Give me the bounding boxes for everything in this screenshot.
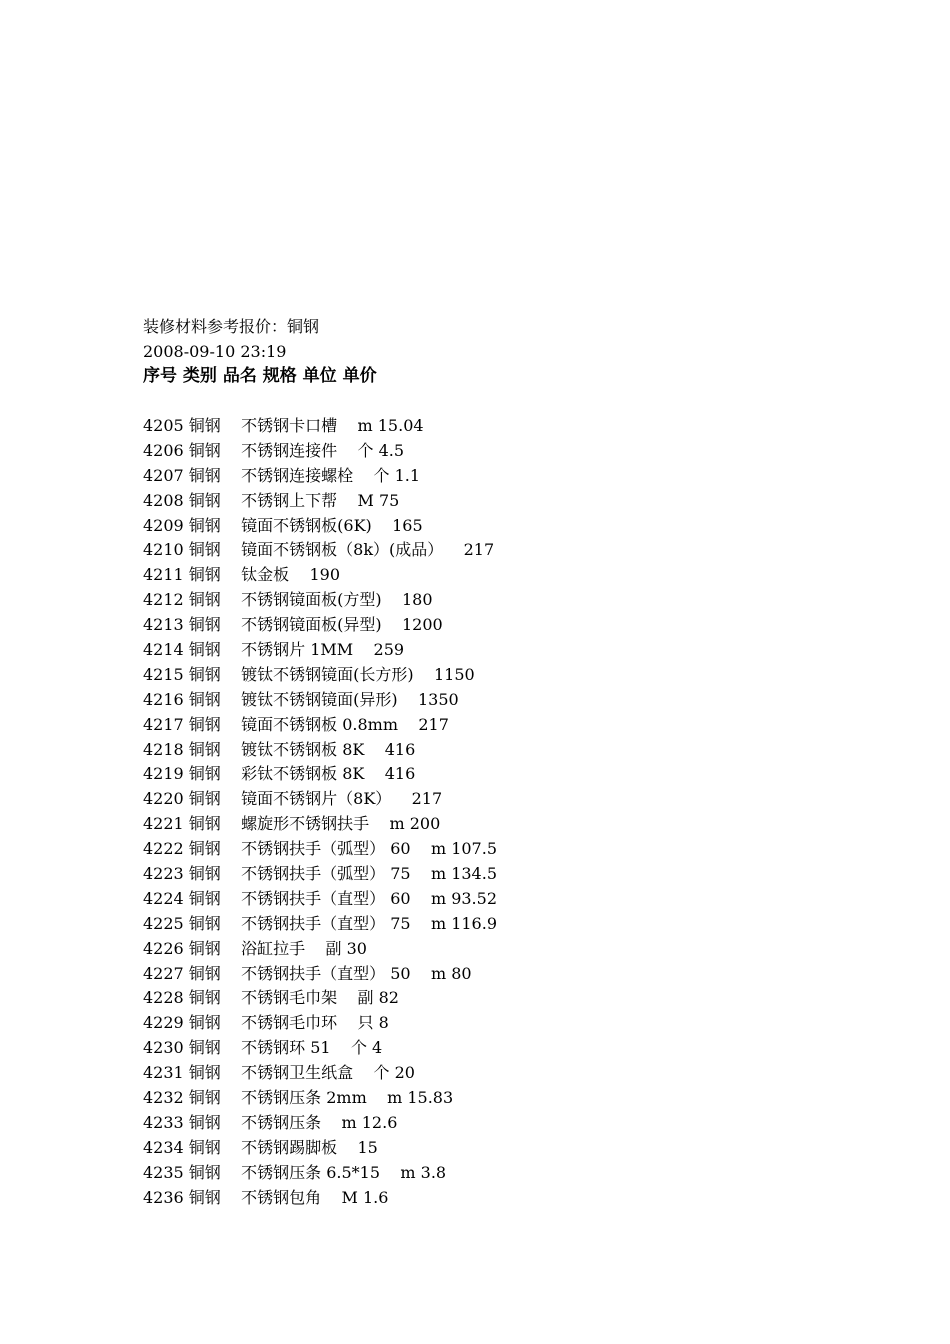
list-item: 4230 铜钢 不锈钢环 51 个 4 [143, 1038, 383, 1058]
list-item: 4207 铜钢 不锈钢连接螺栓 个 1.1 [143, 465, 421, 485]
list-item: 4224 铜钢 不锈钢扶手（直型） 60 m 93.52 [143, 888, 498, 908]
list-item: 4205 铜钢 不锈钢卡口槽 m 15.04 [143, 416, 424, 435]
list-item: 4208 铜钢 不锈钢上下帮 M 75 [143, 490, 400, 510]
list-item: 4221 铜钢 螺旋形不锈钢扶手 m 200 [143, 814, 441, 834]
list-item: 4232 铜钢 不锈钢压条 2mm m 15.83 [143, 1088, 454, 1108]
list-item: 4231 铜钢 不锈钢卫生纸盒 个 20 [143, 1063, 415, 1083]
list-item: 4229 铜钢 不锈钢毛巾环 只 8 [143, 1013, 389, 1033]
list-item: 4236 铜钢 不锈钢包角 M 1.6 [143, 1187, 389, 1207]
spacer [143, 389, 903, 414]
list-item: 4215 铜钢 镀钛不锈钢镜面(长方形) 1150 [143, 664, 475, 684]
list-item: 4220 铜钢 镜面不锈钢片（8K） 217 [143, 789, 443, 809]
list-item: 4210 铜钢 镜面不锈钢板（8k）(成品） 217 [143, 540, 495, 560]
table-header: 序号 类别 品名 规格 单位 单价 [143, 366, 377, 386]
list-item: 4219 铜钢 彩钛不锈钢板 8K 416 [143, 764, 416, 784]
list-item: 4227 铜钢 不锈钢扶手（直型） 50 m 80 [143, 963, 472, 983]
list-item: 4222 铜钢 不锈钢扶手（弧型） 60 m 107.5 [143, 839, 498, 859]
list-item: 4213 铜钢 不锈钢镜面板(异型) 1200 [143, 615, 443, 635]
document-body [143, 314, 903, 1211]
list-item: 4233 铜钢 不锈钢压条 m 12.6 [143, 1112, 398, 1132]
list-item: 4212 铜钢 不锈钢镜面板(方型) 180 [143, 590, 433, 610]
list-item: 4218 铜钢 镀钛不锈钢板 8K 416 [143, 739, 416, 759]
list-item: 4214 铜钢 不锈钢片 1MM 259 [143, 640, 405, 660]
document-date: 2008-09-10 23:19 [143, 342, 287, 361]
list-item: 4216 铜钢 镀钛不锈钢镜面(异形) 1350 [143, 689, 459, 709]
list-item: 4226 铜钢 浴缸拉手 副 30 [143, 938, 367, 958]
list-item: 4206 铜钢 不锈钢连接件 个 4.5 [143, 440, 405, 460]
list-item: 4235 铜钢 不锈钢压条 6.5*15 m 3.8 [143, 1162, 447, 1182]
list-item: 4234 铜钢 不锈钢踢脚板 15 [143, 1137, 378, 1157]
list-item: 4211 铜钢 钛金板 190 [143, 565, 341, 585]
price-list [143, 414, 903, 1211]
document-title: 装修材料参考报价：铜钢 [143, 317, 320, 336]
list-item: 4209 铜钢 镜面不锈钢板(6K) 165 [143, 515, 423, 535]
list-item: 4228 铜钢 不锈钢毛巾架 副 82 [143, 988, 399, 1008]
list-item: 4217 铜钢 镜面不锈钢板 0.8mm 217 [143, 714, 449, 734]
list-item: 4225 铜钢 不锈钢扶手（直型） 75 m 116.9 [143, 913, 498, 933]
list-item: 4223 铜钢 不锈钢扶手（弧型） 75 m 134.5 [143, 864, 498, 884]
